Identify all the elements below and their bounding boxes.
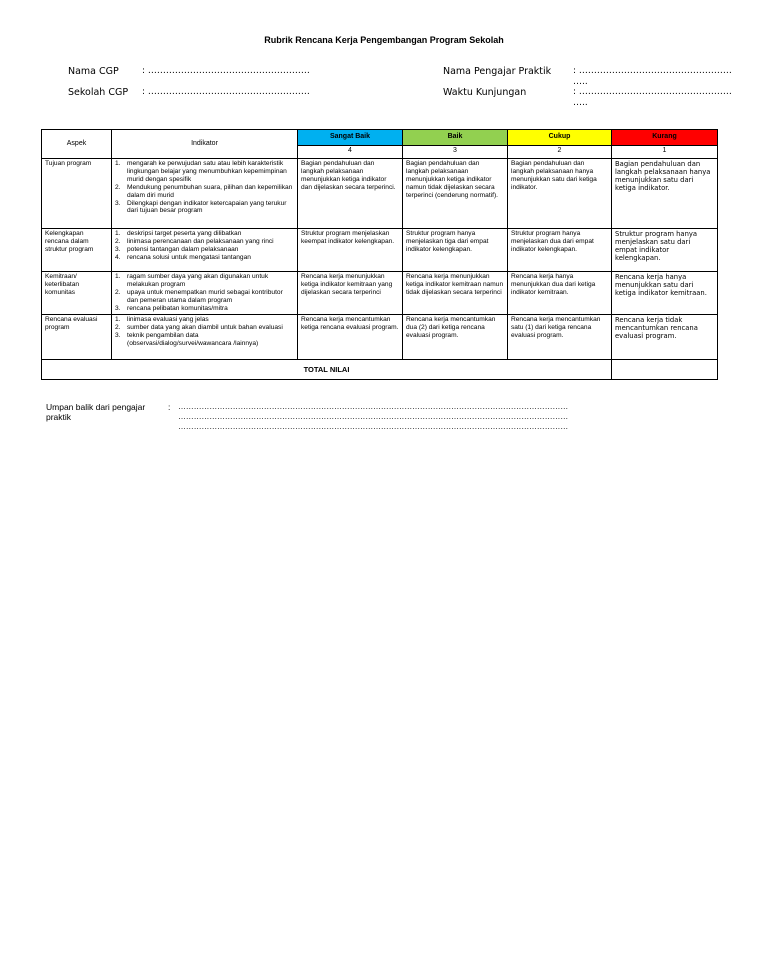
nama-pengajar-field[interactable]: : …………………………………………… [573, 66, 732, 76]
feedback-label: Umpan balik dari pengajar praktik [46, 402, 146, 423]
total-label: TOTAL NILAI [42, 360, 612, 380]
level-sangat-baik: Sangat Baik [298, 130, 403, 146]
list-item: 3. teknik pengambilan data (observasi/dialog/survei/wawancara /lainnya) [115, 331, 259, 347]
sangat-baik-cell: Struktur program menjelaskan keempat indikator kelengkapan. [298, 229, 403, 272]
list-item: 1. mengarah ke perwujudan satu atau lebih karakteristik lingkungan belajar yang menumbuhkan kepemimpinan murid dengan spesifik [115, 160, 287, 183]
sangat-baik-cell: Rencana kerja menunjukkan ketiga indikator kemitraan yang dijelaskan secara terperinci [298, 272, 403, 315]
list-item: 3. potensi tantangan dalam pelaksanaan [115, 245, 239, 253]
waktu-kunjungan-field[interactable]: : …………………………………………… [573, 87, 732, 97]
kurang-cell: Struktur program hanya menjelaskan satu dari empat indikator kelengkapan. [612, 229, 718, 272]
header-aspek: Aspek [42, 130, 112, 159]
level-baik: Baik [403, 130, 508, 146]
nama-pengajar-field-cont: ….. [573, 77, 588, 87]
nama-pengajar-label: Nama Pengajar Praktik [443, 66, 552, 77]
baik-cell: Rencana kerja mencantumkan dua (2) dari ketiga rencana evaluasi program. [403, 315, 508, 360]
feedback-line-3[interactable]: …………………………………………………………………………………………………………………………………… [178, 422, 569, 431]
total-row [42, 360, 718, 380]
list-item: 4. rencana solusi untuk mengatasi tantangan [115, 253, 251, 261]
list-item: 1. ragam sumber daya yang akan digunakan untuk melakukan program [115, 273, 269, 288]
score-1: 1 [612, 146, 718, 159]
sangat-baik-cell: Rencana kerja mencantumkan ketiga rencana evaluasi program. [298, 315, 403, 360]
sekolah-cgp-field[interactable]: : ……………………………………………… [142, 87, 310, 97]
baik-cell: Bagian pendahuluan dan langkah pelaksanaan menunjukkan ketiga indikator namun tidak dijelaskan secara terperinci (cenderung normatif). [403, 159, 508, 229]
list-item: 2. Mendukung penumbuhan suara, pilihan dan kepemilikan dalam diri murid [115, 183, 293, 199]
header-indikator: Indikator [112, 130, 298, 159]
feedback-colon: : [168, 402, 171, 412]
table-row [42, 159, 718, 229]
total-value-cell[interactable] [612, 360, 718, 380]
list-item: 2. upaya untuk menempatkan murid sebagai kontributor dan pemeran utama dalam program [115, 288, 283, 304]
score-2: 2 [508, 146, 612, 159]
aspek-cell: Rencana evaluasi program [42, 315, 112, 360]
indikator-cell [112, 229, 298, 272]
cukup-cell: Bagian pendahuluan dan langkah pelaksanaan hanya menunjukkan satu dari ketiga indikator. [508, 159, 612, 229]
cukup-cell: Rencana kerja mencantumkan satu (1) dari ketiga rencana evaluasi program. [508, 315, 612, 360]
page-title: Rubrik Rencana Kerja Pengembangan Program Sekolah [264, 35, 504, 45]
baik-cell: Rencana kerja menunjukkan ketiga indikator kemitraan namun tidak dijelaskan secara terperinci [403, 272, 508, 315]
list-item: 1. deskripsi target peserta yang dilibatkan [115, 230, 242, 237]
sekolah-cgp-label: Sekolah CGP [68, 87, 129, 98]
score-4: 4 [298, 146, 403, 159]
list-item: 1. linimasa evaluasi yang jelas [115, 316, 209, 323]
sangat-baik-cell: Bagian pendahuluan dan langkah pelaksanaan menunjukkan ketiga indikator dan dijelaskan secara terperinci. [298, 159, 403, 229]
indikator-cell [112, 315, 298, 360]
waktu-kunjungan-label: Waktu Kunjungan [443, 87, 527, 98]
nama-cgp-field[interactable]: : ……………………………………………… [142, 66, 310, 76]
kurang-cell: Bagian pendahuluan dan langkah pelaksanaan hanya menunjukkan satu dari ketiga indikator. [612, 159, 718, 229]
aspek-cell: Tujuan program [42, 159, 112, 229]
rubric-table [41, 129, 718, 380]
level-cukup: Cukup [508, 130, 612, 146]
list-item: 3. Dilengkapi dengan indikator ketercapaian yang terukur dari tujuan besar program [115, 199, 287, 215]
aspek-cell: Kemitraan/ keterlibatan komunitas [42, 272, 112, 315]
score-3: 3 [403, 146, 508, 159]
level-kurang: Kurang [612, 130, 718, 146]
list-item: 2. sumber data yang akan diambil untuk bahan evaluasi [115, 323, 283, 331]
waktu-kunjungan-field-cont: ….. [573, 98, 588, 108]
nama-cgp-label: Nama CGP [68, 66, 119, 77]
cukup-cell: Rencana kerja hanya menunjukkan dua dari ketiga indikator kemitraan. [508, 272, 612, 315]
feedback-line-2[interactable]: …………………………………………………………………………………………………………………………………… [178, 412, 569, 421]
table-row [42, 315, 718, 360]
list-item: 3. rencana pelibatan komunitas/mitra [115, 304, 228, 312]
list-item: 2. linimasa perencanaan dan pelaksanaan yang rinci [115, 237, 274, 245]
indikator-cell [112, 159, 298, 229]
aspek-cell: Kelengkapan rencana dalam struktur program [42, 229, 112, 272]
table-row [42, 229, 718, 272]
feedback-line-1[interactable]: …………………………………………………………………………………………………………………………………… [178, 402, 569, 411]
table-row [42, 272, 718, 315]
baik-cell: Struktur program hanya menjelaskan tiga dari empat indikator kelengkapan. [403, 229, 508, 272]
cukup-cell: Struktur program hanya menjelaskan dua dari empat indikator kelengkapan. [508, 229, 612, 272]
kurang-cell: Rencana kerja tidak mencantumkan rencana evaluasi program. [612, 315, 718, 360]
kurang-cell: Rencana kerja hanya menunjukkan satu dari ketiga indikator kemitraan. [612, 272, 718, 315]
indikator-cell [112, 272, 298, 315]
